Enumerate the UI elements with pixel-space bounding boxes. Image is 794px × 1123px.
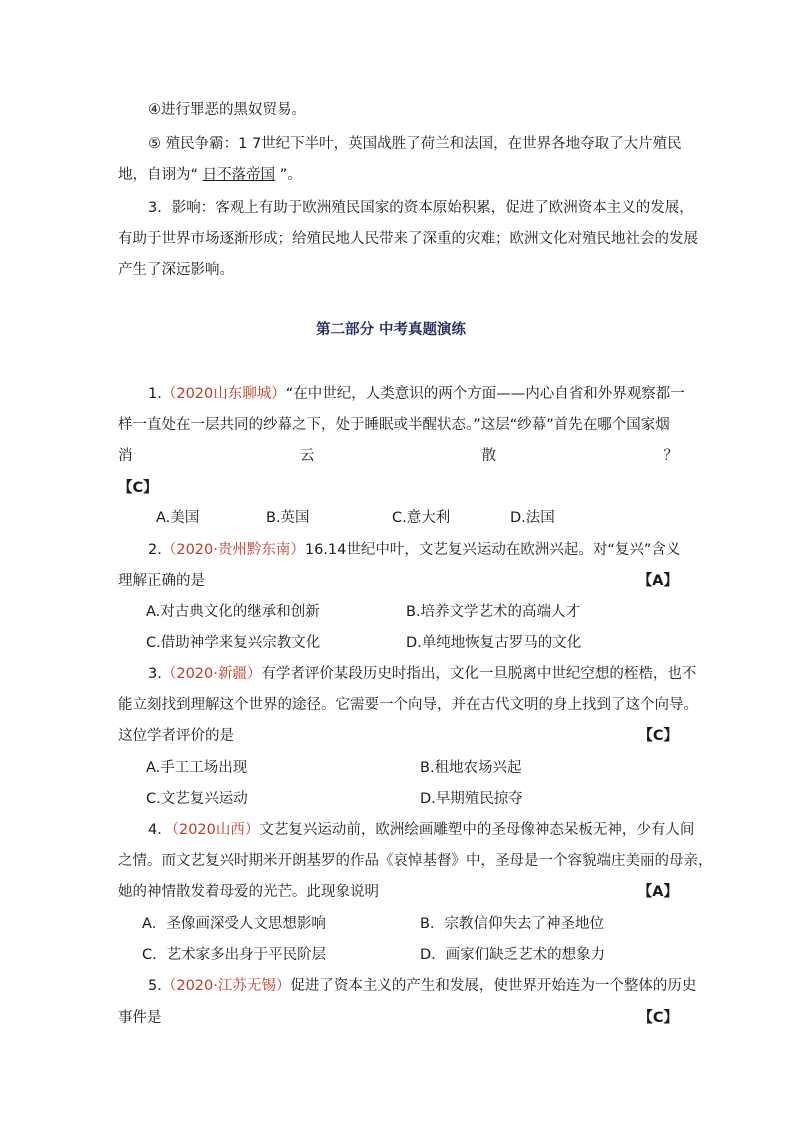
question-source: （2020·江苏无锡） xyxy=(161,978,291,994)
intro-text: 地，自诩为“ xyxy=(118,167,203,183)
q1-option-b: B.英国 xyxy=(266,510,310,526)
intro-item-5-line1: ⑤ 殖民争霸：1 7世纪下半叶，英国战胜了荷兰和法国，在世界各地夺取了大片殖民 xyxy=(148,136,682,152)
q2-line2 xyxy=(118,571,678,591)
q1-option-c: C.意大利 xyxy=(392,510,451,526)
q1-line3 xyxy=(118,446,678,466)
q1-word: 云 xyxy=(299,448,315,464)
intro-impact-line3: 产生了深远影响。 xyxy=(118,262,234,278)
q3-line2: 能立刻找到理解这个世界的途径。它需要一个向导，并在古代文明的身上找到了这个向导。 xyxy=(118,697,698,713)
question-number: 3. xyxy=(148,666,162,682)
section-title: 第二部分 中考真题演练 xyxy=(316,322,467,338)
question-text: 事件是 xyxy=(118,1010,162,1026)
q5-line2 xyxy=(118,1008,678,1028)
question-number: 4． xyxy=(148,822,172,838)
q1-line1 xyxy=(148,384,708,404)
question-text: 有学者评价某段历史时指出，文化一旦脱离中世纪空想的桎梏，也不 xyxy=(261,666,697,682)
question-source: （2020山西） xyxy=(171,822,260,838)
question-source: （2020山东聊城） xyxy=(161,386,286,402)
question-text: 理解正确的是 xyxy=(118,573,205,589)
q1-line2: 样一直处在一层共同的纱幕之下，处于睡眠或半醒状态。”这层“纱幕”首先在哪个国家烟 xyxy=(118,417,670,433)
q3-line1 xyxy=(148,664,708,684)
q1-option-d: D.法国 xyxy=(510,510,555,526)
q3-option-a: A.手工工场出现 xyxy=(146,760,248,776)
q4-option-c: C．艺术家多出身于平民阶层 xyxy=(142,947,327,963)
intro-impact-line1: 3．影响：客观上有助于欧洲殖民国家的资本原始积累，促进了欧洲资本主义的发展， xyxy=(148,200,694,216)
question-source: （2020·新疆） xyxy=(161,666,262,682)
intro-item-5-line2 xyxy=(118,165,678,185)
q3-option-c: C.文艺复兴运动 xyxy=(146,791,248,807)
q3-line3 xyxy=(118,726,678,746)
q2-option-b: B.培养文学艺术的高端人才 xyxy=(406,604,581,620)
q2-option-d: D.单纯地恢复古罗马的文化 xyxy=(406,635,582,651)
q3-option-d: D.早期殖民掠夺 xyxy=(420,791,523,807)
question-number: 1. xyxy=(148,386,162,402)
q5-answer: 【C】 xyxy=(638,1010,678,1026)
question-text: 文艺复兴运动前，欧洲绘画雕塑中的圣母像神态呆板无神，少有人间 xyxy=(259,822,695,838)
intro-item-4: ④进行罪恶的黑奴贸易。 xyxy=(148,102,306,118)
q4-option-a: A．圣像画深受人文思想影响 xyxy=(142,916,326,932)
q1-option-a: A.美国 xyxy=(156,510,200,526)
question-text: 16.14世纪中叶，文艺复兴运动在欧洲兴起。对“复兴”含义 xyxy=(304,542,681,558)
q4-option-b: B．宗教信仰失去了神圣地位 xyxy=(420,916,604,932)
question-source: （2020·贵州黔东南） xyxy=(161,542,305,558)
question-text: 这位学者评价的是 xyxy=(118,728,234,744)
question-text: 促进了资本主义的产生和发展，使世界开始连为一个整体的历史 xyxy=(290,978,697,994)
q3-option-b: B.租地农场兴起 xyxy=(420,760,522,776)
intro-impact-line2: 有助于世界市场逐渐形成；给殖民地人民带来了深重的灾难；欧洲文化对殖民地社会的发展 xyxy=(118,231,698,247)
underlined-term: 日不落帝国 xyxy=(202,167,276,183)
q5-line1 xyxy=(148,976,708,996)
question-number: 5. xyxy=(148,978,162,994)
q2-line1 xyxy=(148,540,708,560)
q4-line2: 之情。而文艺复兴时期米开朗基罗的作品《哀悼基督》中，圣母是一个容貌端庄美丽的母亲， xyxy=(118,853,713,869)
q3-answer: 【C】 xyxy=(638,728,678,744)
q1-word: 散 xyxy=(481,448,497,464)
q2-answer: 【A】 xyxy=(637,573,678,589)
q4-answer: 【A】 xyxy=(637,884,678,900)
question-text: “在中世纪，人类意识的两个方面——内心自省和外界观察都一 xyxy=(285,386,685,402)
q4-line3 xyxy=(118,882,678,902)
q2-option-c: C.借助神学来复兴宗教文化 xyxy=(146,635,321,651)
question-text: 她的神情散发着母爱的光芒。此现象说明 xyxy=(118,884,379,900)
q2-option-a: A.对古典文化的继承和创新 xyxy=(146,604,320,620)
q4-line1 xyxy=(148,820,708,840)
question-number: 2. xyxy=(148,542,162,558)
q4-option-d: D．画家们缺乏艺术的想象力 xyxy=(420,947,606,963)
intro-text: ”。 xyxy=(275,167,302,183)
q1-word: 消 xyxy=(118,448,133,464)
q1-answer: 【C】 xyxy=(118,480,158,496)
q1-word: ？ xyxy=(663,448,678,464)
